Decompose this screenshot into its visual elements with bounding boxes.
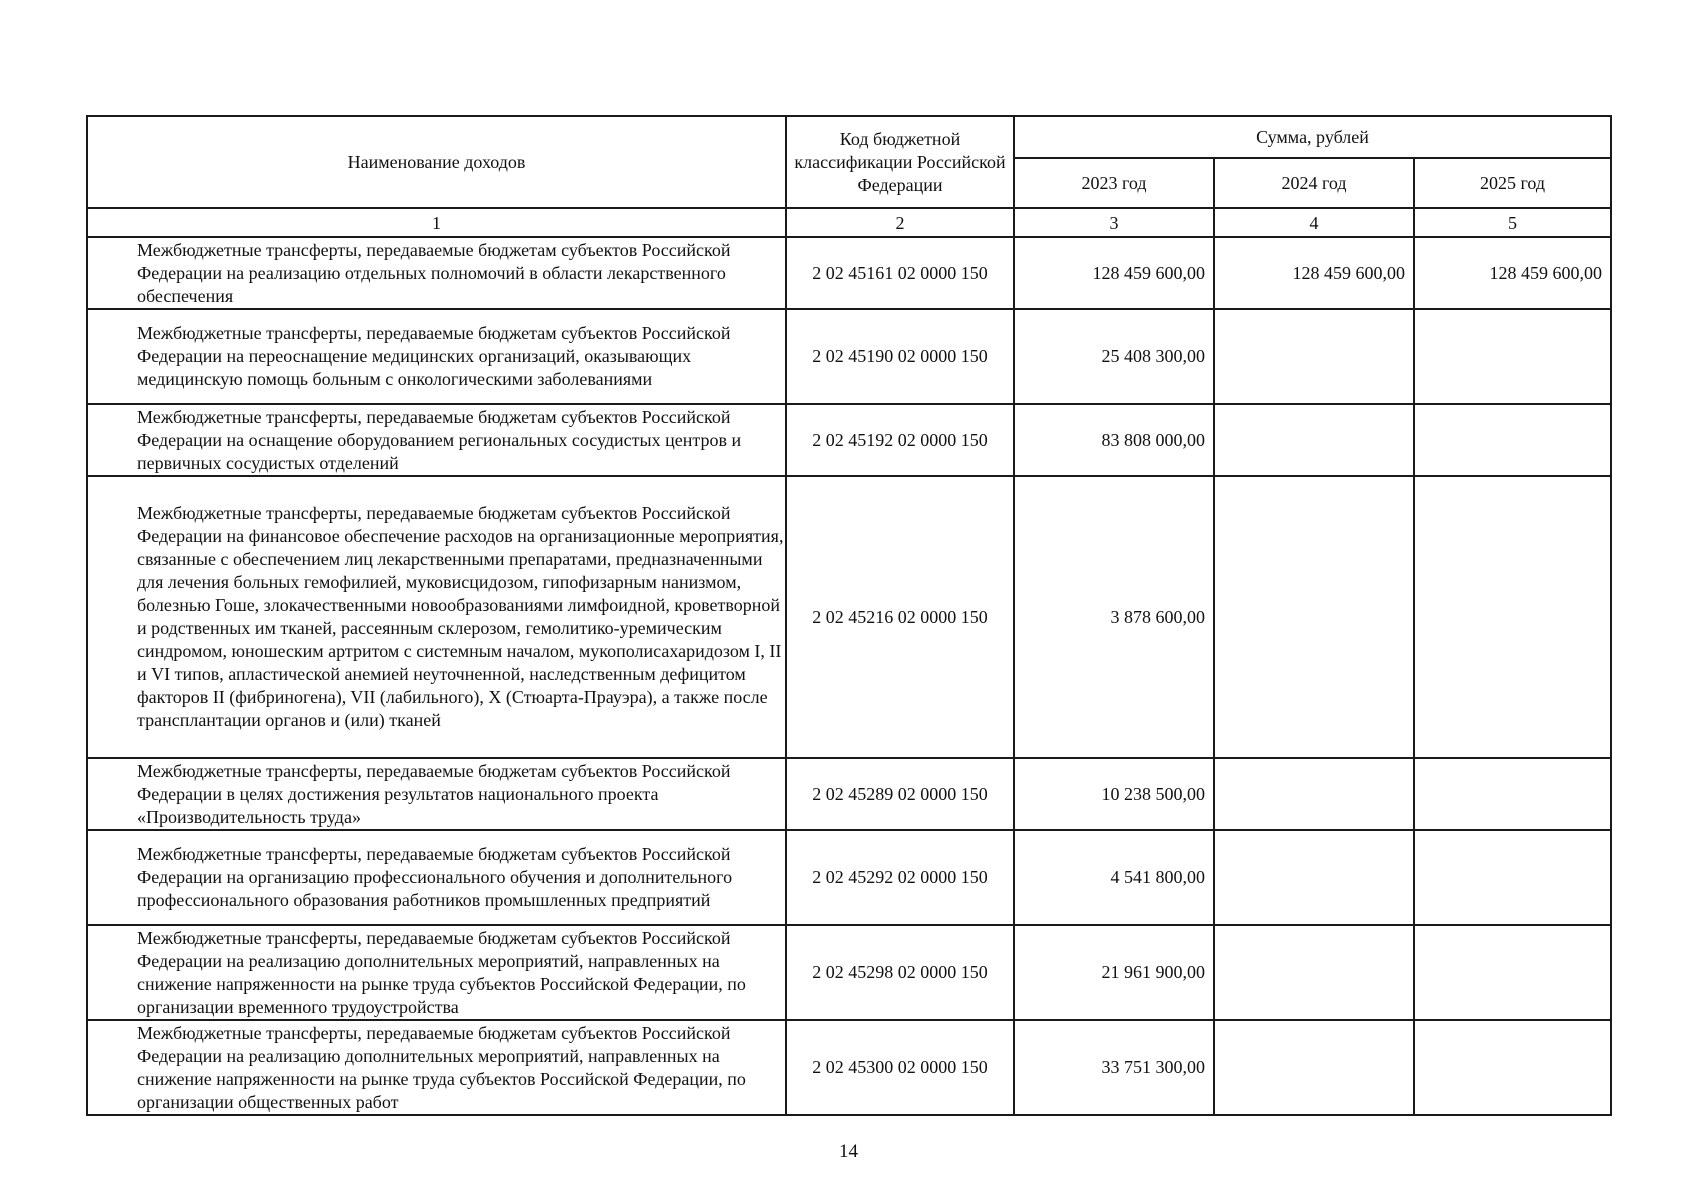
header-year-2024: 2024 год: [1214, 158, 1414, 208]
header-budget-code: Код бюджетной классификации Российской Федерации: [786, 116, 1014, 208]
table-row: [87, 309, 1611, 404]
income-name: Межбюджетные трансферты, передаваемые бюджетам субъектов Российской Федерации на реализацию дополнительных мероприятий, направленных на снижение напряженности на рынке труда субъектов Российской Федерации, по организации временного трудоустройства: [87, 925, 786, 1020]
header-sum: Сумма, рублей: [1014, 116, 1611, 158]
amount-2025: 128 459 600,00: [1414, 237, 1611, 309]
column-number: 2: [786, 208, 1014, 237]
column-number-row: [87, 208, 1611, 237]
column-number: 3: [1014, 208, 1214, 237]
table-row: [87, 404, 1611, 476]
amount-2025: [1414, 309, 1611, 404]
amount-2023: 128 459 600,00: [1014, 237, 1214, 309]
header-year-2023: 2023 год: [1014, 158, 1214, 208]
amount-2025: [1414, 830, 1611, 925]
amount-2024: 128 459 600,00: [1214, 237, 1414, 309]
amount-2024: [1214, 1020, 1414, 1115]
amount-2025: [1414, 925, 1611, 1020]
table-row: [87, 758, 1611, 830]
amount-2024: [1214, 309, 1414, 404]
header-year-2025: 2025 год: [1414, 158, 1611, 208]
budget-code: 2 02 45161 02 0000 150: [786, 237, 1014, 309]
table-row: [87, 237, 1611, 309]
amount-2025: [1414, 1020, 1611, 1115]
income-table: [86, 115, 1612, 1116]
budget-code: 2 02 45190 02 0000 150: [786, 309, 1014, 404]
income-name: Межбюджетные трансферты, передаваемые бюджетам субъектов Российской Федерации на реализацию отдельных полномочий в области лекарственного обеспечения: [87, 237, 786, 309]
budget-code: 2 02 45292 02 0000 150: [786, 830, 1014, 925]
budget-code: 2 02 45298 02 0000 150: [786, 925, 1014, 1020]
amount-2023: 10 238 500,00: [1014, 758, 1214, 830]
column-number: 1: [87, 208, 786, 237]
income-name: Межбюджетные трансферты, передаваемые бюджетам субъектов Российской Федерации в целях достижения результатов национального проекта «Производительность труда»: [87, 758, 786, 830]
amount-2023: 33 751 300,00: [1014, 1020, 1214, 1115]
amount-2023: 83 808 000,00: [1014, 404, 1214, 476]
income-name: Межбюджетные трансферты, передаваемые бюджетам субъектов Российской Федерации на переоснащение медицинских организаций, оказывающих медицинскую помощь больным с онкологическими заболеваниями: [87, 309, 786, 404]
table-row: [87, 830, 1611, 925]
amount-2023: 3 878 600,00: [1014, 476, 1214, 758]
income-name: Межбюджетные трансферты, передаваемые бюджетам субъектов Российской Федерации на реализацию дополнительных мероприятий, направленных на снижение напряженности на рынке труда субъектов Российской Федерации, по организации общественных работ: [87, 1020, 786, 1115]
budget-code: 2 02 45192 02 0000 150: [786, 404, 1014, 476]
page-number: 14: [839, 1141, 858, 1162]
income-name: Межбюджетные трансферты, передаваемые бюджетам субъектов Российской Федерации на оснащение оборудованием региональных сосудистых центров и первичных сосудистых отделений: [87, 404, 786, 476]
header-income-name: Наименование доходов: [87, 116, 786, 208]
amount-2025: [1414, 758, 1611, 830]
amount-2023: 25 408 300,00: [1014, 309, 1214, 404]
column-number: 4: [1214, 208, 1414, 237]
amount-2024: [1214, 830, 1414, 925]
amount-2024: [1214, 476, 1414, 758]
budget-code: 2 02 45289 02 0000 150: [786, 758, 1014, 830]
amount-2024: [1214, 925, 1414, 1020]
income-name: Межбюджетные трансферты, передаваемые бюджетам субъектов Российской Федерации на организацию профессионального обучения и дополнительного профессионального образования работников промышленных предприятий: [87, 830, 786, 925]
income-name: Межбюджетные трансферты, передаваемые бюджетам субъектов Российской Федерации на финансовое обеспечение расходов на организационные мероприятия, связанные с обеспечением лиц лекарственными препаратами, предназначенными для лечения больных гемофилией, муковисцидозом, гипофизарным нанизмом, болезнью Гоше, злокачественными новообразованиями лимфоидной, кроветворной и родственных им тканей, рассеянным склерозом, гемолитико-уремическим синдромом, юношеским артритом с системным началом, мукополисахаридозом I, II и VI типов, апластической анемией неуточненной, наследственным дефицитом факторов II (фибриногена), VII (лабильного), X (Стюарта-Прауэра), а также после трансплантации органов и (или) тканей: [87, 476, 786, 758]
amount-2023: 4 541 800,00: [1014, 830, 1214, 925]
amount-2023: 21 961 900,00: [1014, 925, 1214, 1020]
budget-code: 2 02 45216 02 0000 150: [786, 476, 1014, 758]
budget-code: 2 02 45300 02 0000 150: [786, 1020, 1014, 1115]
amount-2024: [1214, 404, 1414, 476]
table-row: [87, 1020, 1611, 1115]
column-number: 5: [1414, 208, 1611, 237]
amount-2025: [1414, 476, 1611, 758]
table-row: [87, 925, 1611, 1020]
amount-2024: [1214, 758, 1414, 830]
table-row: [87, 476, 1611, 758]
amount-2025: [1414, 404, 1611, 476]
